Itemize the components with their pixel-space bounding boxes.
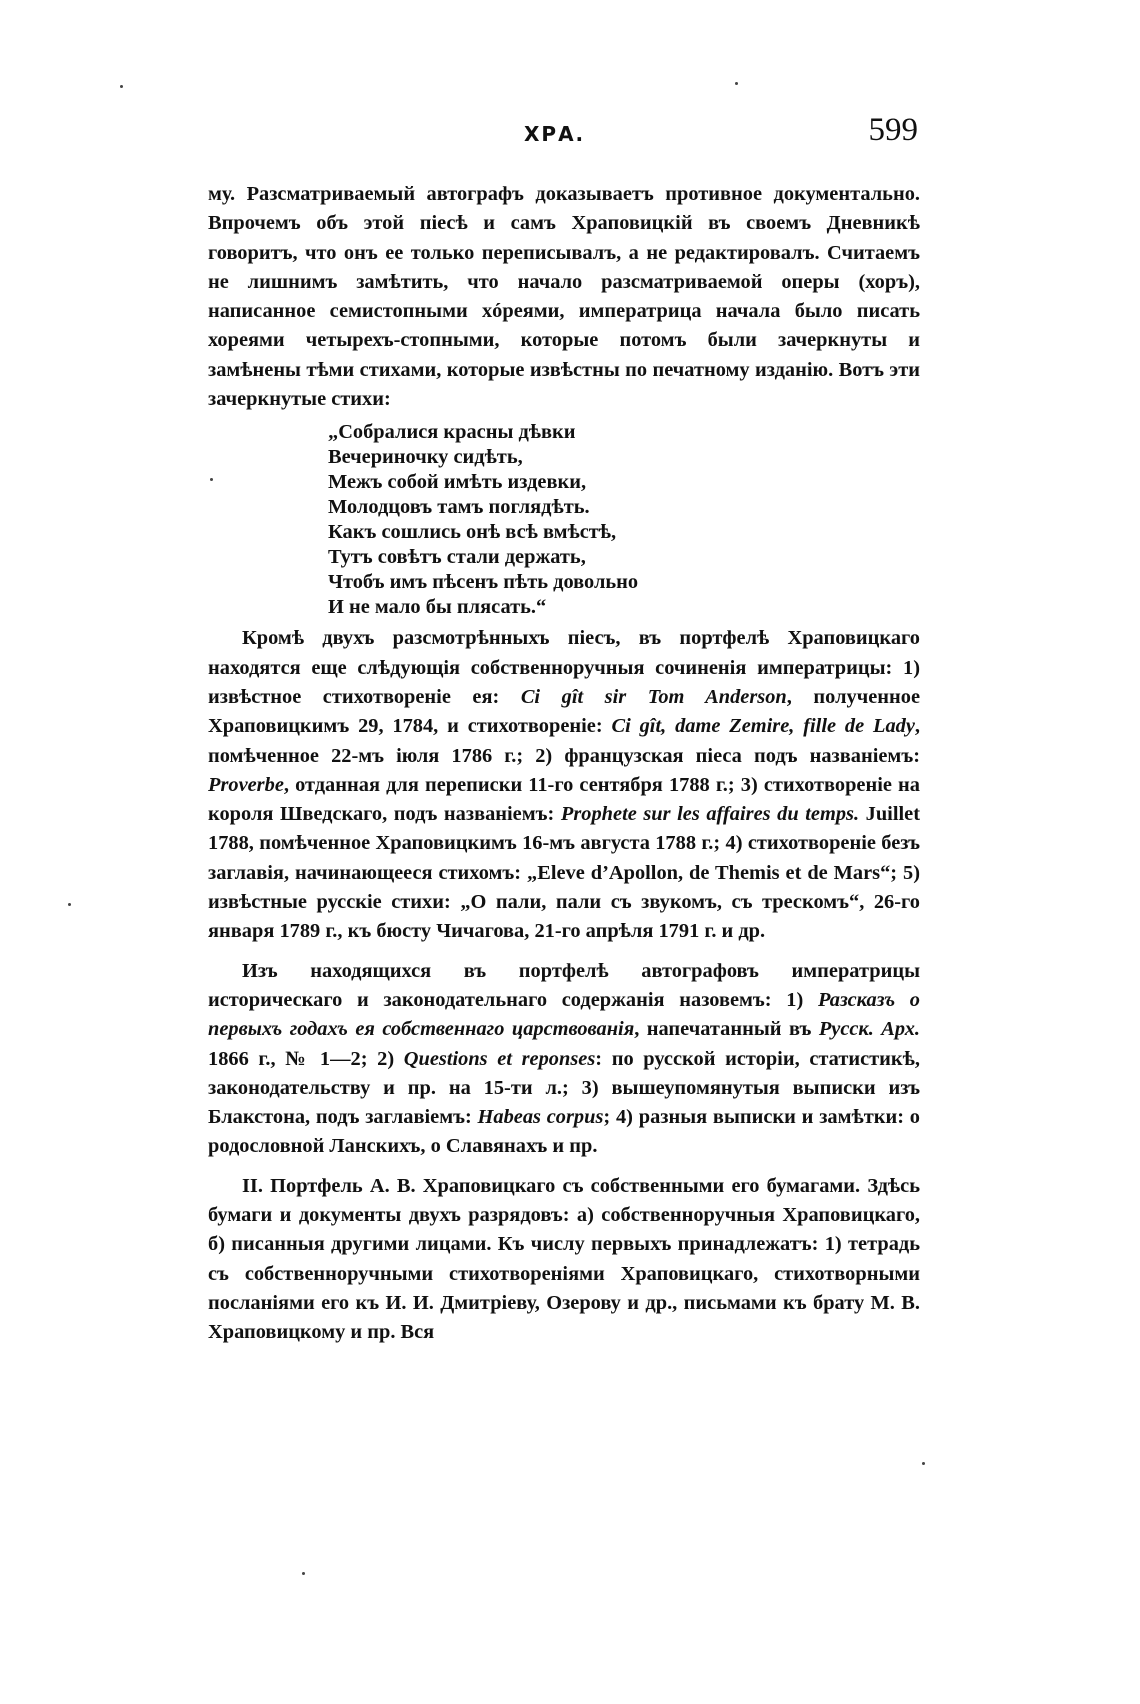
text-run: , напечатанный въ: [634, 1018, 819, 1041]
poem-line: Какъ сошлись онѣ всѣ вмѣстѣ,: [328, 521, 617, 544]
page-number: 599: [868, 112, 918, 148]
scan-speck: [120, 85, 123, 88]
paragraph-4: II. Портфель А. В. Храповицкаго съ собственными его бумагами. Здѣсь бумаги и документы двухъ разрядовъ: а) собственноручныя Храповицкаго, б) писанныя другими лицами. Къ числу первыхъ принадлежатъ: 1) тетрадь съ собственноручными стихотвореніями Храповицкаго, стихотворными посланіями его къ И. И. Дмитріеву, Озерову и др., письмами къ брату М. В. Храповицкому и пр. Вся: [208, 1174, 920, 1344]
italic-title: Разсказъ о первыхъ годахъ ея собственнаго царствованія: [208, 988, 920, 1041]
poem-line: И не мало бы плясать.“: [328, 596, 547, 619]
scan-speck: [302, 1572, 305, 1575]
text-run: , помѣченное 22-мъ іюля 1786 г.; 2) французская піеса подъ названіемъ:: [208, 715, 920, 767]
scan-speck: [922, 1462, 925, 1465]
poem-line: Межъ собой имѣть издевки,: [328, 471, 587, 494]
italic-title: Ci gît sir Tom Anderson: [520, 685, 787, 708]
running-head: ХРА.: [524, 122, 586, 146]
italic-title: Ci gît, dame Zemire, fille de Lady: [611, 715, 915, 738]
paragraph-1: му. Разсматриваемый автографъ доказываетъ противное документально. Впрочемъ объ этой піесѣ и самъ Храповицкій въ своемъ Дневникѣ говоритъ, что онъ ее только переписывалъ, а не редактировалъ. Считаемъ не лишнимъ замѣтить, что начало разсматриваемой оперы (хоръ), написанное семистопными хóреями, императрица начала было писать хореями четырехъ-стопными, которые потомъ были зачеркнуты и замѣнены тѣми стихами, которые извѣстны по печатному изданію. Вотъ эти зачеркнутые стихи:: [208, 183, 920, 411]
italic-title: Questions et reponses: [403, 1047, 596, 1070]
text-run: Изъ находящихся въ портфелѣ автографовъ императрицы историческаго и законодательнаго содержанія назовемъ: 1): [208, 959, 920, 1011]
text-run: , полученное Храповицкимъ 29, 1784, и стихотвореніе:: [208, 685, 920, 738]
scan-speck: [735, 82, 738, 85]
poem-line: Молодцовъ тамъ поглядѣть.: [328, 496, 590, 519]
poem-line: Вечериночку сидѣть,: [328, 446, 523, 469]
text-run: , отданная для переписки 11-го сентября 1788 г.; 3) стихотвореніе на короля Шведскаго, подъ названіемъ:: [208, 773, 920, 826]
text-run: ; 4) разныя выписки и замѣтки: о родословной Ланскихъ, о Славянахъ и пр.: [208, 1106, 920, 1158]
poem-line: Тутъ совѣтъ стали держать,: [328, 546, 586, 569]
paragraph-3: [208, 957, 920, 1162]
poem-line: Чтобъ имъ пѣсенъ пѣть довольно: [328, 571, 639, 594]
body-text: [208, 180, 920, 1348]
scan-speck: [210, 478, 213, 481]
page-header: [208, 112, 920, 158]
poem-line: „Собралися красны дѣвки: [328, 421, 576, 444]
paragraph-2: [208, 624, 920, 946]
scan-speck: [68, 903, 71, 906]
italic-title: Русск. Арх.: [818, 1018, 920, 1041]
italic-title: Prophete sur les affaires du temps.: [560, 803, 860, 826]
text-run: Кромѣ двухъ разсмотрѣнныхъ піесъ, въ портфелѣ Храповицкаго находятся еще слѣдующія собственноручныя сочиненія императрицы: 1) извѣстное стихотвореніе ея:: [208, 627, 920, 708]
text-run: 1866 г., № 1—2; 2): [208, 1047, 404, 1070]
italic-title: Habeas corpus: [477, 1106, 604, 1129]
italic-title: Proverbe: [208, 773, 284, 796]
crossed-out-verses: [328, 420, 920, 620]
text-run: Juillet 1788, помѣченное Храповицкимъ 16-мъ августа 1788 г.; 4) стихотвореніе безъ заглавія, начинающееся стихомъ: „Eleve d’Apollon, de Themis et de Mars“; 5) извѣстные русскіе стихи: „О пали, пали съ звукомъ, съ трескомъ“, 26-го января 1789 г., къ бюсту Чичагова, 21-го апрѣля 1791 г. и др.: [208, 803, 920, 943]
text-run: : по русской исторіи, статистикѣ, законодательству и пр. на 15-ти л.; 3) вышеупомянутыя выписки изъ Блакстона, подъ заглавіемъ:: [208, 1047, 920, 1129]
